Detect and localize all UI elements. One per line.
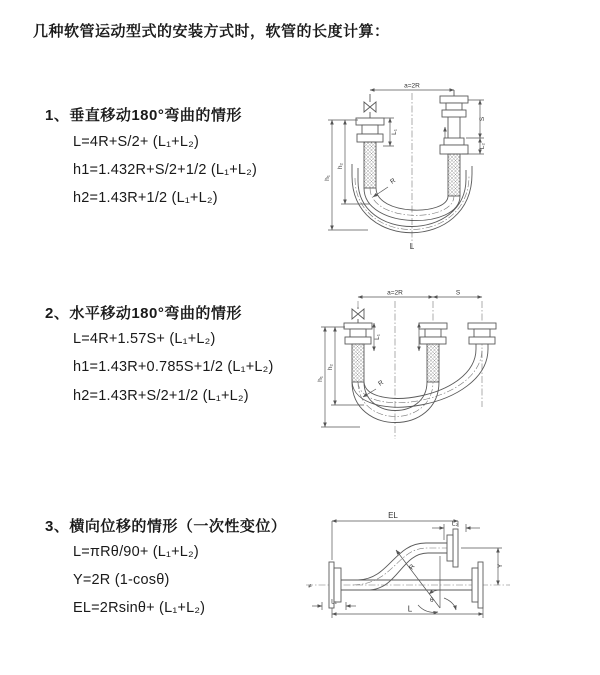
dim-h2-label: h₂ bbox=[337, 162, 344, 170]
radius-label: R bbox=[389, 177, 397, 186]
hose-curves bbox=[352, 349, 488, 423]
angle-theta-label: θ bbox=[430, 597, 434, 604]
right-flange bbox=[472, 562, 483, 608]
section-3-heading: 3、横向位移的情形（一次性变位） bbox=[45, 518, 287, 535]
dim-el-label: EL bbox=[388, 511, 398, 520]
section-3-formula-L: L=πRθ/90+ (L₁+L₂) bbox=[73, 544, 199, 560]
dim-l2-label: L₂ bbox=[451, 520, 459, 528]
dim-l1-label: L₁ bbox=[331, 598, 337, 606]
braided-hose-section bbox=[427, 344, 439, 382]
dim-l-label: L bbox=[407, 604, 413, 614]
braided-hose-section bbox=[364, 142, 376, 188]
dim-l2-label: L₂ bbox=[479, 142, 486, 150]
section-2-formula-h2: h2=1.43R+S/2+1/2 (L₁+L₂) bbox=[73, 388, 249, 404]
top-right-flange bbox=[447, 529, 458, 567]
section-2-heading: 2、水平移动180°弯曲的情形 bbox=[45, 305, 242, 322]
centerline bbox=[358, 301, 482, 439]
radius-label: R bbox=[377, 379, 385, 388]
angle-arc bbox=[429, 590, 440, 594]
dim-y-label: Y bbox=[497, 563, 504, 569]
section-3-formula-Y: Y=2R (1-cosθ) bbox=[73, 572, 170, 588]
valve-icon bbox=[352, 309, 364, 319]
section-2-formula-h1: h1=1.43R+0.785S+1/2 (L₁+L₂) bbox=[73, 359, 274, 375]
dim-h2-label: h₂ bbox=[327, 363, 334, 371]
braided-hose-section bbox=[448, 154, 460, 196]
length-L-label: L bbox=[409, 242, 415, 251]
radius-label: R bbox=[408, 563, 417, 572]
section-1-heading: 1、垂直移动180°弯曲的情形 bbox=[45, 107, 242, 124]
rotation-arrow-icon bbox=[444, 598, 456, 610]
dim-a2r-label: a=2R bbox=[387, 289, 403, 297]
dim-l1-label: L₁ bbox=[374, 334, 381, 340]
page-title: 几种软管运动型式的安装方式时，软管的长度计算： bbox=[33, 23, 390, 40]
braided-hose-section bbox=[352, 344, 364, 382]
dim-s-label: S bbox=[479, 116, 486, 122]
right-leg bbox=[440, 90, 468, 196]
dim-l1-label: L₁ bbox=[391, 129, 398, 135]
section-3-formula-EL: EL=2Rsinθ+ (L₁+L₂) bbox=[73, 600, 206, 616]
diagram-vertical-180-bend bbox=[312, 80, 542, 252]
section-1-formula-h2: h2=1.43R+1/2 (L₁+L₂) bbox=[73, 190, 218, 206]
ext-line bbox=[332, 521, 458, 560]
left-leg bbox=[344, 307, 372, 382]
hose-deflected-position bbox=[353, 543, 447, 590]
middle-leg bbox=[419, 323, 447, 382]
dim-a2r-label: a=2R bbox=[404, 82, 420, 90]
left-leg bbox=[356, 94, 384, 188]
section-1-formula-L: L=4R+S/2+ (L₁+L₂) bbox=[73, 134, 199, 150]
dim-s-label: S bbox=[455, 289, 461, 297]
dim-h1-label: h₁ bbox=[324, 175, 331, 181]
dim-h1-label: h₁ bbox=[317, 376, 324, 382]
section-2-formula-L: L=4R+1.57S+ (L₁+L₂) bbox=[73, 331, 216, 347]
rotation-arrow-icon bbox=[418, 605, 438, 612]
radius-leader-line bbox=[373, 187, 388, 197]
section-1-formula-h1: h1=1.432R+S/2+1/2 (L₁+L₂) bbox=[73, 162, 258, 178]
diagram-lateral-displacement bbox=[298, 506, 598, 646]
valve-icon bbox=[364, 102, 376, 112]
diagram-horizontal-180-bend bbox=[312, 287, 592, 445]
centerline-break-icon: ≠ bbox=[308, 583, 312, 590]
